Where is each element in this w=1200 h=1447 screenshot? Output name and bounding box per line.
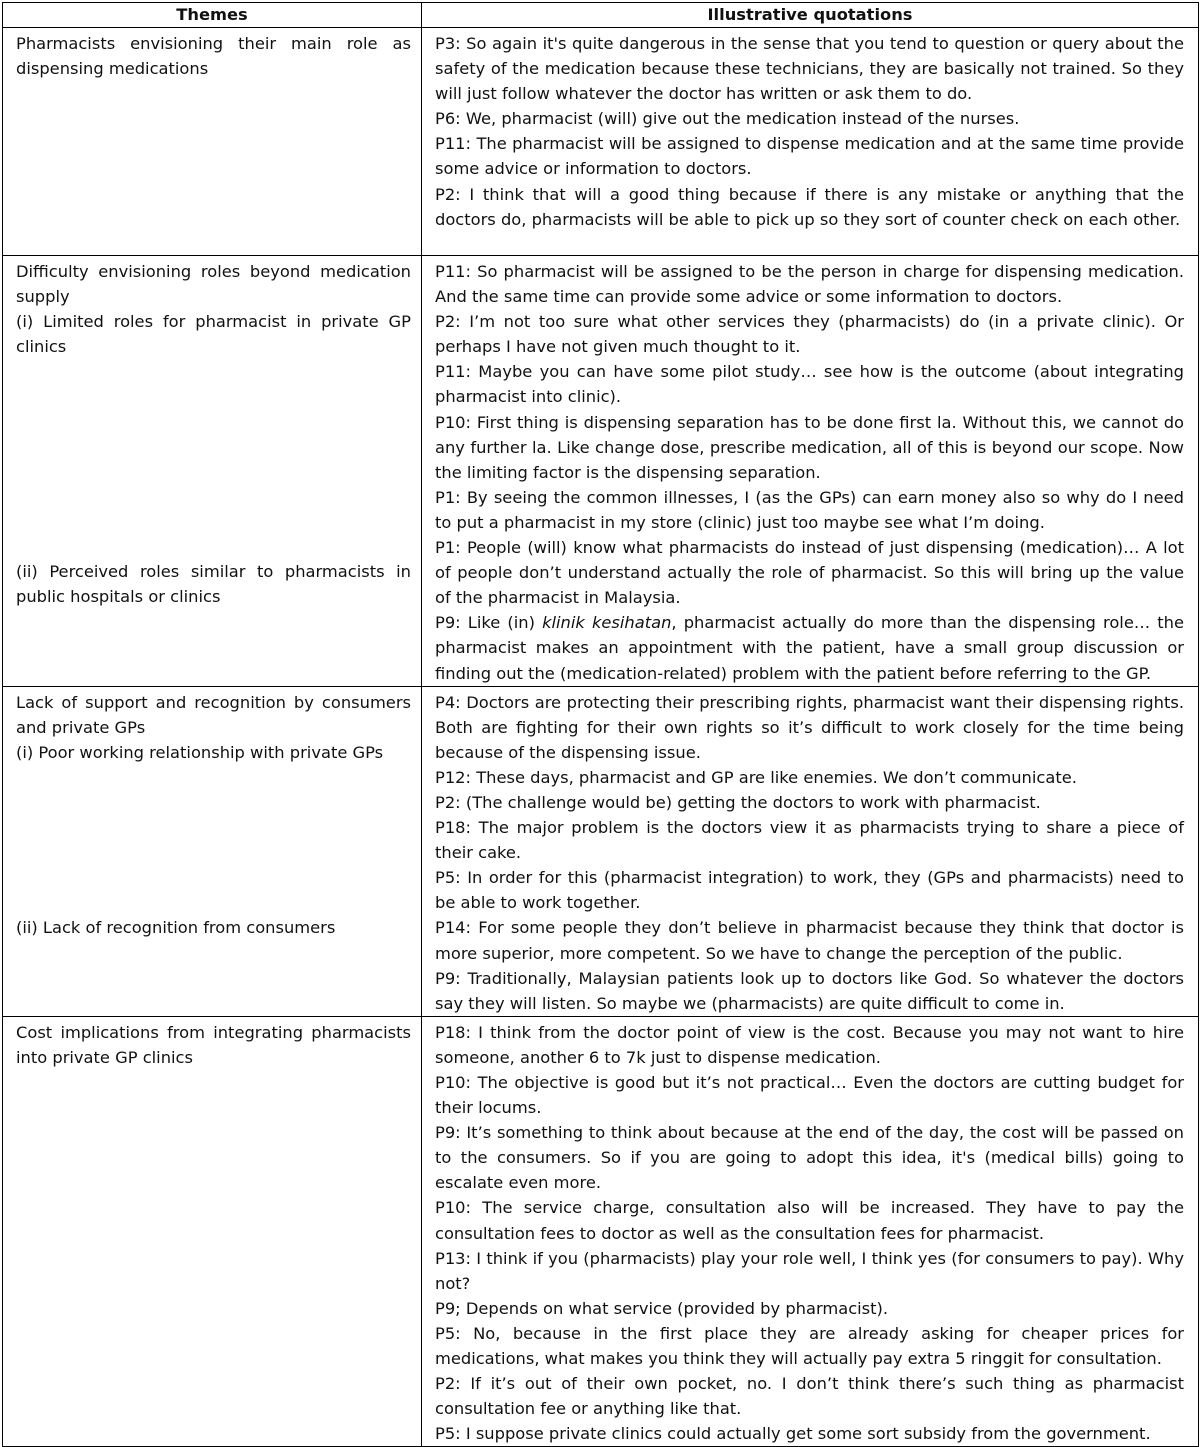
quotation: P9; Depends on what service (provided by pharmacist). [435, 1298, 889, 1318]
spacer [16, 765, 411, 915]
quotation: P12: These days, pharmacist and GP are like enemies. We don’t communicate. [435, 767, 1077, 787]
quotation: P4: Doctors are protecting their prescribing rights, pharmacist want their dispensing rights. Both are fighting for their own rights so it’s difficult to work closely for the time being because of the dispensing issue. [435, 692, 1184, 762]
quotation: P3: So again it's quite dangerous in the sense that you tend to question or query about the safety of the medication because these technicians, they are basically not trained. So they will just follow whatever the doctor has written or ask them to do. [435, 34, 1184, 104]
quotes-cell [422, 28, 1199, 256]
quotation: P18: The major problem is the doctors view it as pharmacists trying to share a piece of their cake. [435, 818, 1184, 863]
quotation-prefix: P9: Like (in) [435, 613, 543, 633]
spacer [16, 359, 411, 559]
quotation: P1: By seeing the common illnesses, I (as the GPs) can earn money also so why do I need to put a pharmacist in my store (clinic) just too maybe see what I’m doing. [435, 487, 1184, 532]
theme-title: Cost implications from integrating pharmacists into private GP clinics [16, 1022, 411, 1067]
header-themes: Themes [3, 3, 422, 28]
quotation: P11: So pharmacist will be assigned to be the person in charge for dispensing medication. And the same time can provide some advice or some information to doctors. [435, 262, 1184, 307]
quotation: P10: First thing is dispensing separation has to be done first la. Without this, we cannot do any further la. Like change dose, prescribe medication, all of this is beyond our scope. Now the limiting factor is the dispensing separation. [435, 412, 1184, 482]
quotation: P10: The service charge, consultation also will be increased. They have to pay the consultation fees to doctor as well as the consultation fees for pharmacist. [435, 1198, 1184, 1243]
quotation: P2: If it’s out of their own pocket, no. I don’t think there’s such thing as pharmacist consultation fee or anything like that. [435, 1374, 1184, 1419]
table-row [3, 256, 1199, 687]
table-row [3, 1016, 1199, 1447]
quotation: P6: We, pharmacist (will) give out the medication instead of the nurses. [435, 109, 1020, 129]
quotation [435, 610, 1184, 685]
quotation: P9: It’s something to think about because at the end of the day, the cost will be passed on to the consumers. So if you are going to adopt this idea, it's (medical bills) going to escalate even more. [435, 1123, 1184, 1193]
subtheme: (i) Limited roles for pharmacist in private GP clinics [16, 312, 411, 357]
quotation: P2: I’m not too sure what other services they (pharmacists) do (in a private clinic). Or perhaps I have not given much thought to it. [435, 312, 1184, 357]
quotation: P11: The pharmacist will be assigned to dispense medication and at the same time provide some advice or information to doctors. [435, 134, 1184, 179]
quotation: P18: I think from the doctor point of view is the cost. Because you may not want to hire someone, another 6 to 7k just to dispense medication. [435, 1022, 1184, 1067]
theme-title: Pharmacists envisioning their main role as dispensing medications [16, 34, 411, 79]
quotation: P5: I suppose private clinics could actually get some sort subsidy from the government. [435, 1424, 1151, 1444]
quotation: P1: People (will) know what pharmacists do instead of just dispensing (medication)… A lot of people don’t understand actually the role of pharmacist. So this will bring up the value of the pharmacist in Malaysia. [435, 538, 1184, 608]
header-quotations: Illustrative quotations [422, 3, 1199, 28]
header-row [3, 3, 1199, 28]
theme-cell [3, 686, 422, 1016]
quotation: P2: I think that will a good thing because if there is any mistake or anything that the doctors do, pharmacists will be able to pick up so they sort of counter check on each other. [435, 184, 1184, 229]
themes-table [2, 2, 1199, 1447]
quotation-italic-term: klinik kesihatan [542, 613, 672, 633]
quotation: P2: (The challenge would be) getting the doctors to work with pharmacist. [435, 792, 1041, 812]
quotation: P5: In order for this (pharmacist integration) to work, they (GPs and pharmacists) need to be able to work together. [435, 868, 1184, 913]
quotes-cell [422, 256, 1199, 687]
theme-cell [3, 28, 422, 256]
quotes-cell [422, 686, 1199, 1016]
quotation: P10: The objective is good but it’s not practical… Even the doctors are cutting budget for their locums. [435, 1073, 1184, 1118]
theme-title: Difficulty envisioning roles beyond medication supply [16, 262, 411, 307]
theme-cell [3, 1016, 422, 1447]
table-row [3, 28, 1199, 256]
theme-cell [3, 256, 422, 687]
quotation: P5: No, because in the first place they are already asking for cheaper prices for medications, what makes you think they will actually pay extra 5 ringgit for consultation. [435, 1323, 1184, 1369]
subtheme: (ii) Lack of recognition from consumers [16, 917, 336, 937]
quotation: P11: Maybe you can have some pilot study… see how is the outcome (about integrating pharmacist into clinic). [435, 362, 1184, 407]
subtheme: (i) Poor working relationship with private GPs [16, 742, 384, 762]
theme-title: Lack of support and recognition by consumers and private GPs [16, 692, 411, 737]
quotation: P13: I think if you (pharmacists) play your role well, I think yes (for consumers to pay). Why not? [435, 1248, 1184, 1293]
subtheme: (ii) Perceived roles similar to pharmacists in public hospitals or clinics [16, 562, 411, 607]
quotes-cell [422, 1016, 1199, 1447]
quotation: P14: For some people they don’t believe in pharmacist because they think that doctor is more superior, more competent. So we have to change the perception of the public. [435, 918, 1184, 963]
quotation-suffix: , pharmacist actually do more than the dispensing role… the pharmacist makes an appointment with the patient, have a small group discussion or finding out the (medication-related) problem with the patient before referring to the GP. [435, 613, 1184, 683]
quotation: P9: Traditionally, Malaysian patients look up to doctors like God. So whatever the doctors say they will listen. So maybe we (pharmacists) are quite difficult to come in. [435, 968, 1184, 1013]
table-row [3, 686, 1199, 1016]
